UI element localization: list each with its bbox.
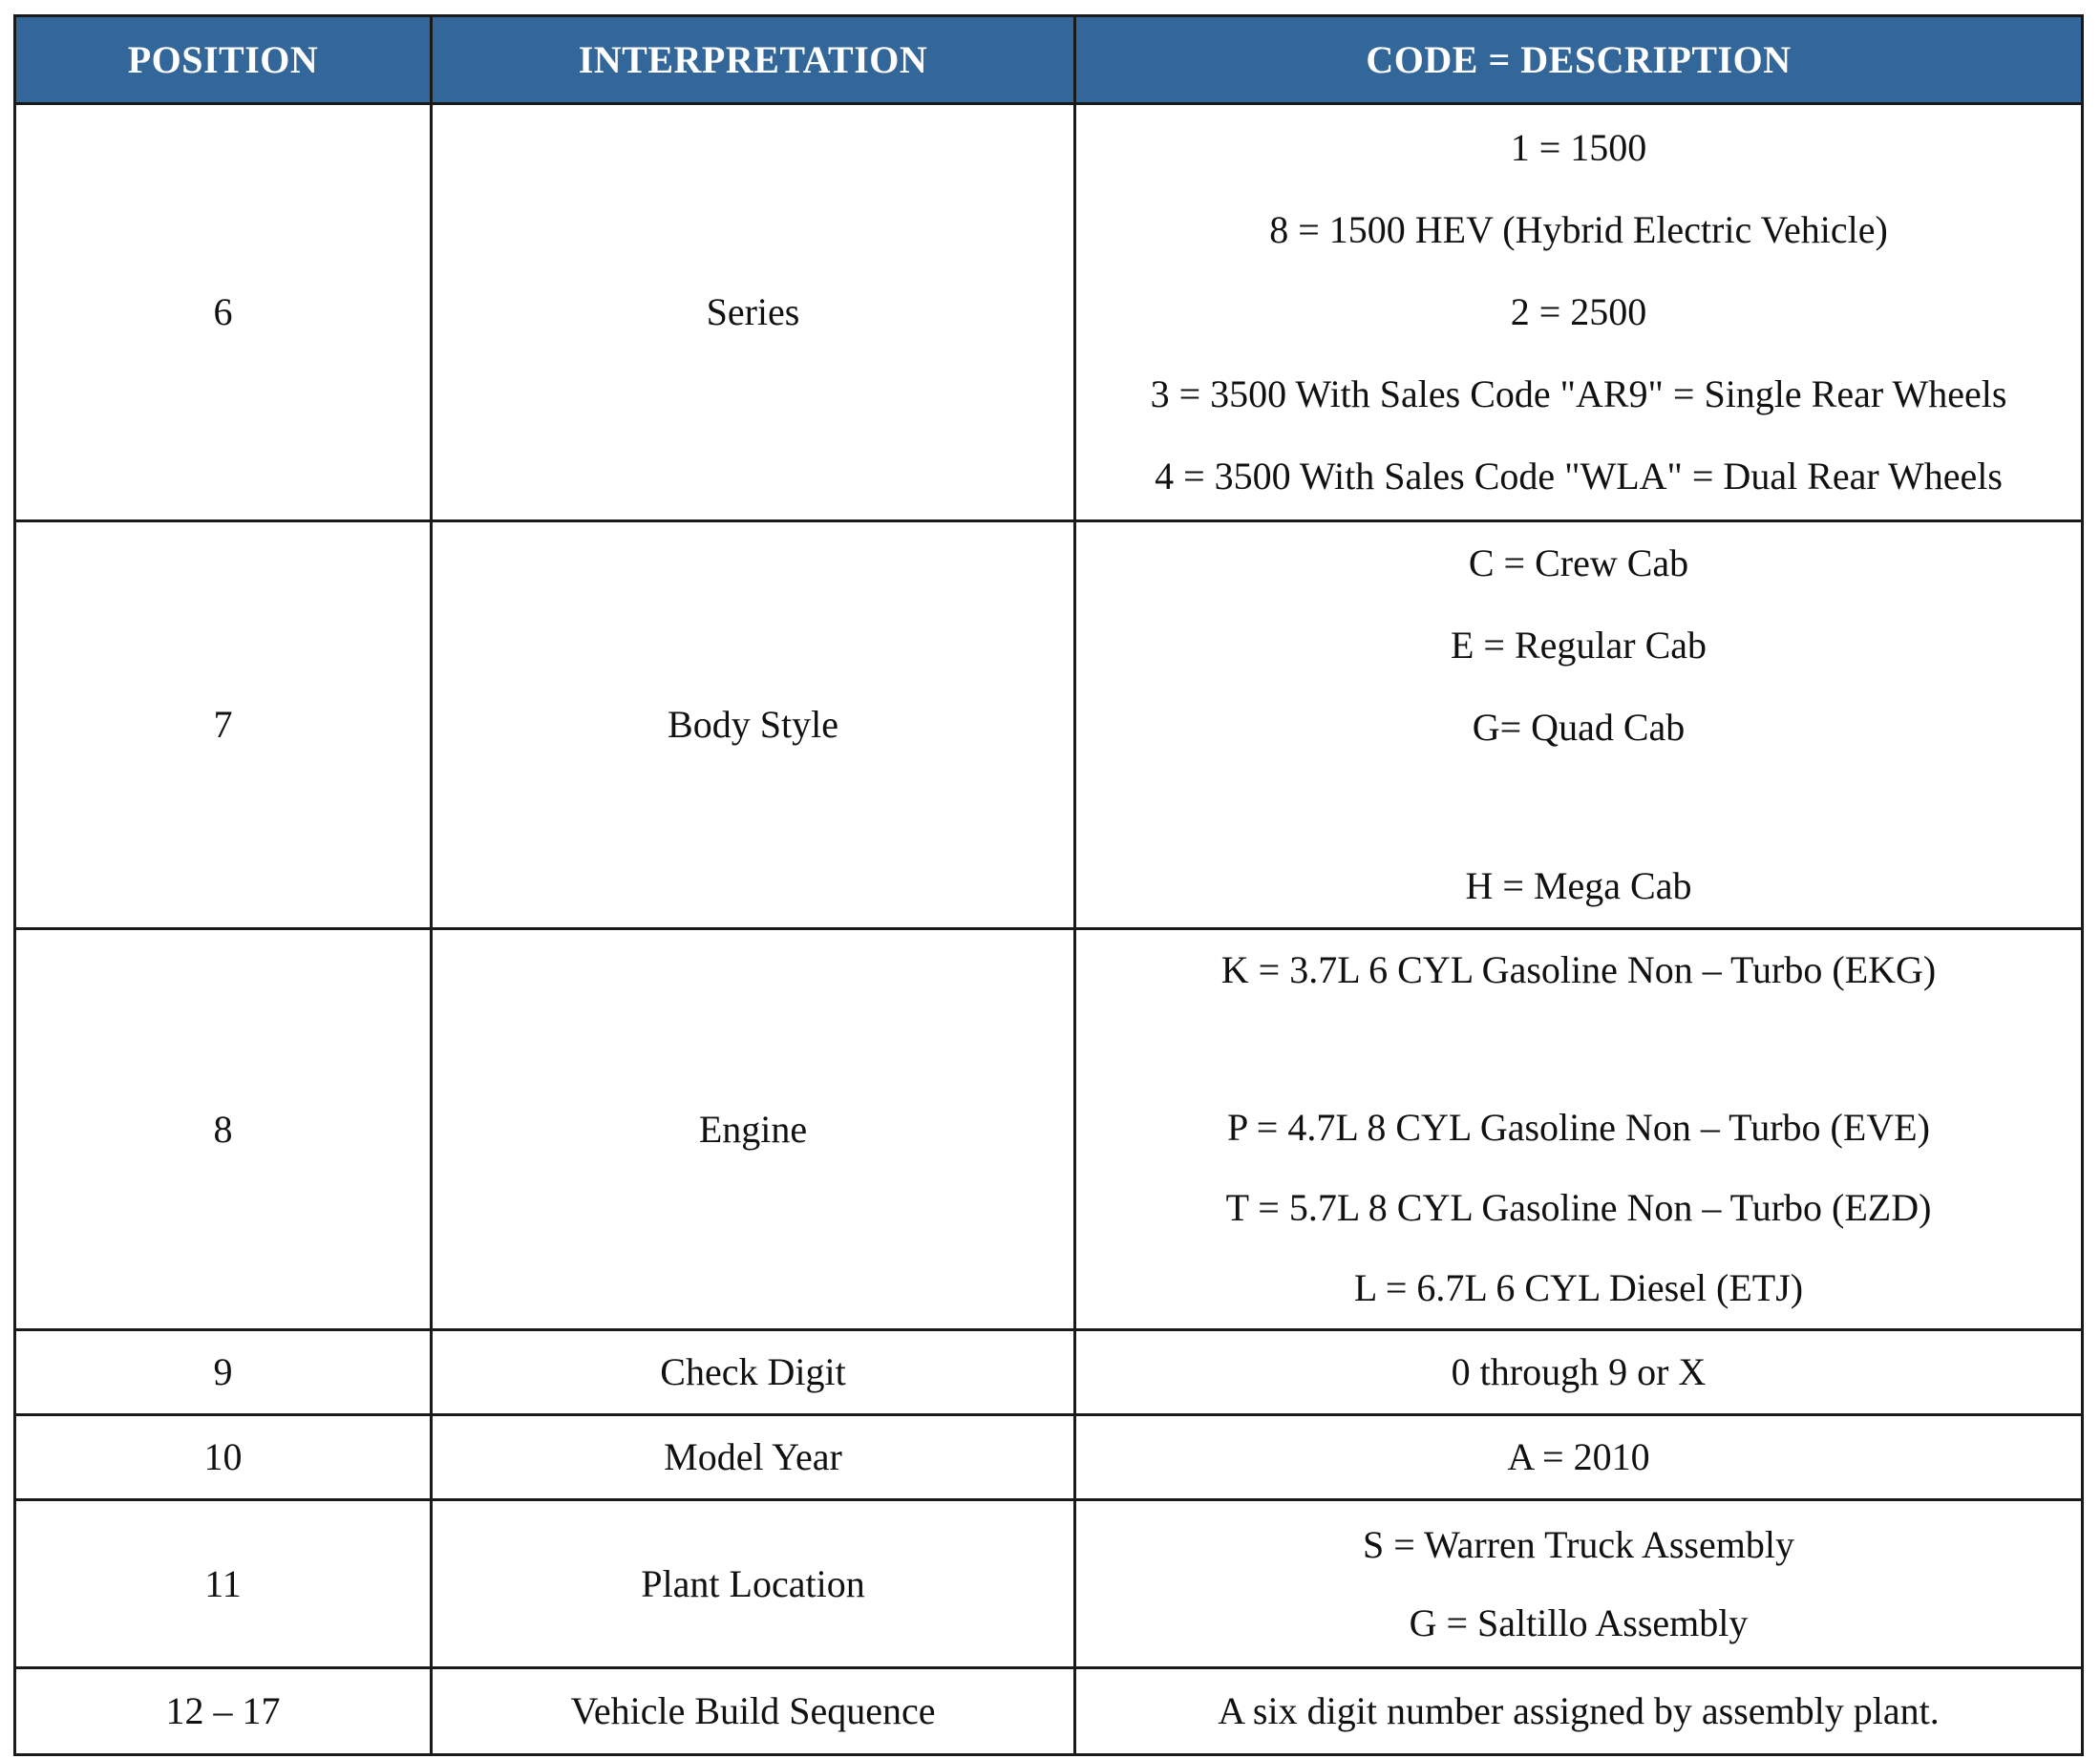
code-description-cell: A six digit number assigned by assembly plant. [1075,1668,2083,1755]
table-row [15,104,2083,521]
code-line: 4 = 3500 With Sales Code "WLA" = Dual Rear Wheels [1155,455,2003,498]
code-description-cell [1075,104,2083,521]
header-interpretation: INTERPRETATION [432,16,1075,104]
interpretation-cell: Series [432,104,1075,521]
position-cell: 8 [15,929,432,1330]
code-line: C = Crew Cab [1468,541,1689,584]
interpretation-cell: Body Style [432,521,1075,929]
code-description-cell: 0 through 9 or X [1075,1330,2083,1415]
table-row [15,1415,2083,1500]
code-line: G = Saltillo Assembly [1409,1600,1749,1644]
table-row [15,521,2083,929]
interpretation-cell: Vehicle Build Sequence [432,1668,1075,1755]
position-cell: 11 [15,1500,432,1668]
code-line: T = 5.7L 8 CYL Gasoline Non – Turbo (EZD) [1225,1186,1932,1229]
position-cell: 7 [15,521,432,929]
header-code-description: CODE = DESCRIPTION [1075,16,2083,104]
code-line: 2 = 2500 [1510,290,1647,333]
code-line: L = 6.7L 6 CYL Diesel (ETJ) [1353,1266,1804,1309]
table-row [15,1668,2083,1755]
position-cell: 9 [15,1330,432,1415]
code-line: 3 = 3500 With Sales Code "AR9" = Single Rear Wheels [1150,372,2007,415]
code-line: S = Warren Truck Assembly [1363,1522,1794,1566]
table-row [15,929,2083,1330]
position-cell: 6 [15,104,432,521]
code-description-cell [1075,929,2083,1330]
code-line: E = Regular Cab [1450,624,1708,667]
header-position: POSITION [15,16,432,104]
position-cell: 10 [15,1415,432,1500]
table-row [15,1330,2083,1415]
code-line: 8 = 1500 HEV (Hybrid Electric Vehicle) [1269,208,1888,251]
code-line: H = Mega Cab [1465,864,1692,907]
code-list [1076,930,2081,1328]
code-description-cell: A = 2010 [1075,1415,2083,1500]
interpretation-cell: Check Digit [432,1330,1075,1415]
code-line: 1 = 1500 [1510,126,1647,169]
code-list [1076,522,2081,927]
code-list [1076,107,2081,518]
code-list [1076,1506,2081,1663]
table-header-row [15,16,2083,104]
interpretation-cell: Engine [432,929,1075,1330]
interpretation-cell: Model Year [432,1415,1075,1500]
code-description-cell [1075,1500,2083,1668]
code-line: K = 3.7L 6 CYL Gasoline Non – Turbo (EKG) [1220,948,1937,991]
position-cell: 12 – 17 [15,1668,432,1755]
interpretation-cell: Plant Location [432,1500,1075,1668]
code-line: P = 4.7L 8 CYL Gasoline Non – Turbo (EVE) [1227,1106,1930,1149]
table-row [15,1500,2083,1668]
vin-decoder-table [13,14,2084,1756]
code-line: G= Quad Cab [1472,706,1686,749]
code-description-cell [1075,521,2083,929]
